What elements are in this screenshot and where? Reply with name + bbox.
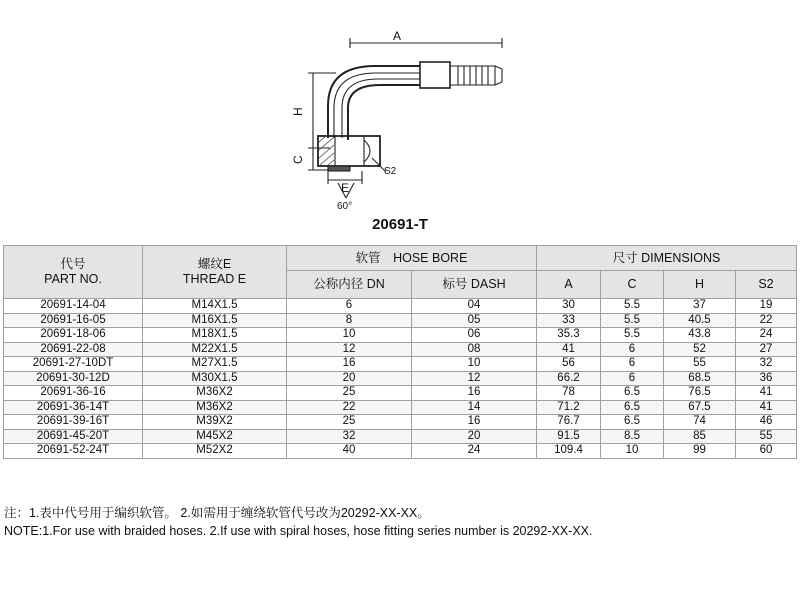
cell-a: 33 <box>537 313 601 328</box>
cell-s2: 55 <box>736 429 797 444</box>
header-dash: 标号 DASH <box>412 271 537 299</box>
cell-s2: 36 <box>736 371 797 386</box>
cell-dash: 20 <box>412 429 537 444</box>
cell-h: 52 <box>664 342 736 357</box>
header-dimensions: 尺寸 DIMENSIONS <box>537 246 797 271</box>
cell-h: 68.5 <box>664 371 736 386</box>
cell-dn: 25 <box>287 415 412 430</box>
cell-dash: 05 <box>412 313 537 328</box>
label-h: H <box>291 107 305 116</box>
cell-dn: 22 <box>287 400 412 415</box>
cell-thread: M16X1.5 <box>143 313 287 328</box>
cell-dash: 06 <box>412 328 537 343</box>
table-row <box>4 429 797 444</box>
label-angle: 60° <box>337 201 353 212</box>
cell-a: 56 <box>537 357 601 372</box>
cell-c: 6.5 <box>601 386 664 401</box>
cell-a: 78 <box>537 386 601 401</box>
cell-thread: M36X2 <box>143 386 287 401</box>
cell-dn: 40 <box>287 444 412 459</box>
cell-dn: 25 <box>287 386 412 401</box>
cell-part: 20691-36-14T <box>4 400 143 415</box>
cell-dash: 24 <box>412 444 537 459</box>
header-thread-en: THREAD E <box>182 272 247 286</box>
cell-c: 10 <box>601 444 664 459</box>
cell-c: 6 <box>601 371 664 386</box>
cell-c: 5.5 <box>601 328 664 343</box>
table-row <box>4 342 797 357</box>
cell-thread: M22X1.5 <box>143 342 287 357</box>
cell-dash: 12 <box>412 371 537 386</box>
cell-thread: M30X1.5 <box>143 371 287 386</box>
cell-h: 55 <box>664 357 736 372</box>
cell-h: 67.5 <box>664 400 736 415</box>
header-c: C <box>601 271 664 299</box>
cell-part: 20691-18-06 <box>4 328 143 343</box>
table-row <box>4 313 797 328</box>
header-part-no <box>4 246 143 299</box>
cell-h: 74 <box>664 415 736 430</box>
label-c: C <box>291 155 305 164</box>
cell-thread: M18X1.5 <box>143 328 287 343</box>
label-a: A <box>393 29 402 43</box>
cell-a: 41 <box>537 342 601 357</box>
cell-c: 6.5 <box>601 400 664 415</box>
cell-s2: 60 <box>736 444 797 459</box>
cell-part: 20691-39-16T <box>4 415 143 430</box>
note-chinese: 注：1.表中代号用于编织软管。 2.如需用于缠绕软管代号改为20292-XX-XX。 <box>4 506 430 520</box>
cell-part: 20691-52-24T <box>4 444 143 459</box>
header-h: H <box>664 271 736 299</box>
header-part-no-cn: 代号 <box>60 257 86 271</box>
cell-thread: M27X1.5 <box>143 357 287 372</box>
cell-part: 20691-14-04 <box>4 299 143 314</box>
cell-thread: M39X2 <box>143 415 287 430</box>
header-s2: S2 <box>736 271 797 299</box>
cell-a: 109.4 <box>537 444 601 459</box>
cell-a: 30 <box>537 299 601 314</box>
cell-part: 20691-36-16 <box>4 386 143 401</box>
cell-dn: 32 <box>287 429 412 444</box>
cell-h: 85 <box>664 429 736 444</box>
table-row <box>4 386 797 401</box>
fitting-drawing <box>280 28 520 213</box>
cell-part: 20691-27-10DT <box>4 357 143 372</box>
cell-dn: 20 <box>287 371 412 386</box>
cell-c: 6 <box>601 342 664 357</box>
cell-s2: 24 <box>736 328 797 343</box>
cell-dash: 14 <box>412 400 537 415</box>
cell-part: 20691-22-08 <box>4 342 143 357</box>
cell-dash: 10 <box>412 357 537 372</box>
cell-c: 5.5 <box>601 299 664 314</box>
cell-dn: 8 <box>287 313 412 328</box>
cell-dash: 08 <box>412 342 537 357</box>
header-a: A <box>537 271 601 299</box>
cell-s2: 41 <box>736 400 797 415</box>
cell-a: 35.3 <box>537 328 601 343</box>
dimension-table <box>3 245 797 459</box>
table-row <box>4 328 797 343</box>
header-thread-cn: 螺纹E <box>197 257 232 271</box>
table-row <box>4 371 797 386</box>
cell-c: 5.5 <box>601 313 664 328</box>
cell-dn: 10 <box>287 328 412 343</box>
label-e: E <box>341 181 350 195</box>
cell-h: 76.5 <box>664 386 736 401</box>
header-thread <box>143 246 287 299</box>
cell-s2: 32 <box>736 357 797 372</box>
cell-a: 71.2 <box>537 400 601 415</box>
cell-s2: 27 <box>736 342 797 357</box>
cell-a: 76.7 <box>537 415 601 430</box>
cell-a: 66.2 <box>537 371 601 386</box>
header-part-no-en: PART NO. <box>44 272 102 286</box>
cell-h: 99 <box>664 444 736 459</box>
cell-dn: 16 <box>287 357 412 372</box>
cell-h: 43.8 <box>664 328 736 343</box>
cell-dn: 6 <box>287 299 412 314</box>
cell-a: 91.5 <box>537 429 601 444</box>
table-row <box>4 357 797 372</box>
cell-c: 8.5 <box>601 429 664 444</box>
label-s2: S2 <box>384 166 397 177</box>
cell-s2: 19 <box>736 299 797 314</box>
cell-s2: 41 <box>736 386 797 401</box>
cell-dn: 12 <box>287 342 412 357</box>
cell-thread: M14X1.5 <box>143 299 287 314</box>
table-row <box>4 299 797 314</box>
cell-s2: 22 <box>736 313 797 328</box>
cell-dash: 16 <box>412 386 537 401</box>
part-series-title: 20691-T <box>372 216 428 233</box>
cell-part: 20691-45-20T <box>4 429 143 444</box>
cell-dash: 04 <box>412 299 537 314</box>
cell-h: 40.5 <box>664 313 736 328</box>
cell-h: 37 <box>664 299 736 314</box>
table-row <box>4 400 797 415</box>
header-hose-bore: 软管 HOSE BORE <box>287 246 537 271</box>
cell-thread: M45X2 <box>143 429 287 444</box>
cell-dash: 16 <box>412 415 537 430</box>
table-row <box>4 415 797 430</box>
header-dn: 公称内径 DN <box>287 271 412 299</box>
cell-c: 6 <box>601 357 664 372</box>
note-english: NOTE:1.For use with braided hoses. 2.If use with spiral hoses, hose fitting series number is 20292-XX-XX. <box>4 524 593 538</box>
table-row <box>4 444 797 459</box>
cell-thread: M52X2 <box>143 444 287 459</box>
cell-thread: M36X2 <box>143 400 287 415</box>
cell-part: 20691-16-05 <box>4 313 143 328</box>
cell-s2: 46 <box>736 415 797 430</box>
cell-c: 6.5 <box>601 415 664 430</box>
cell-part: 20691-30-12D <box>4 371 143 386</box>
